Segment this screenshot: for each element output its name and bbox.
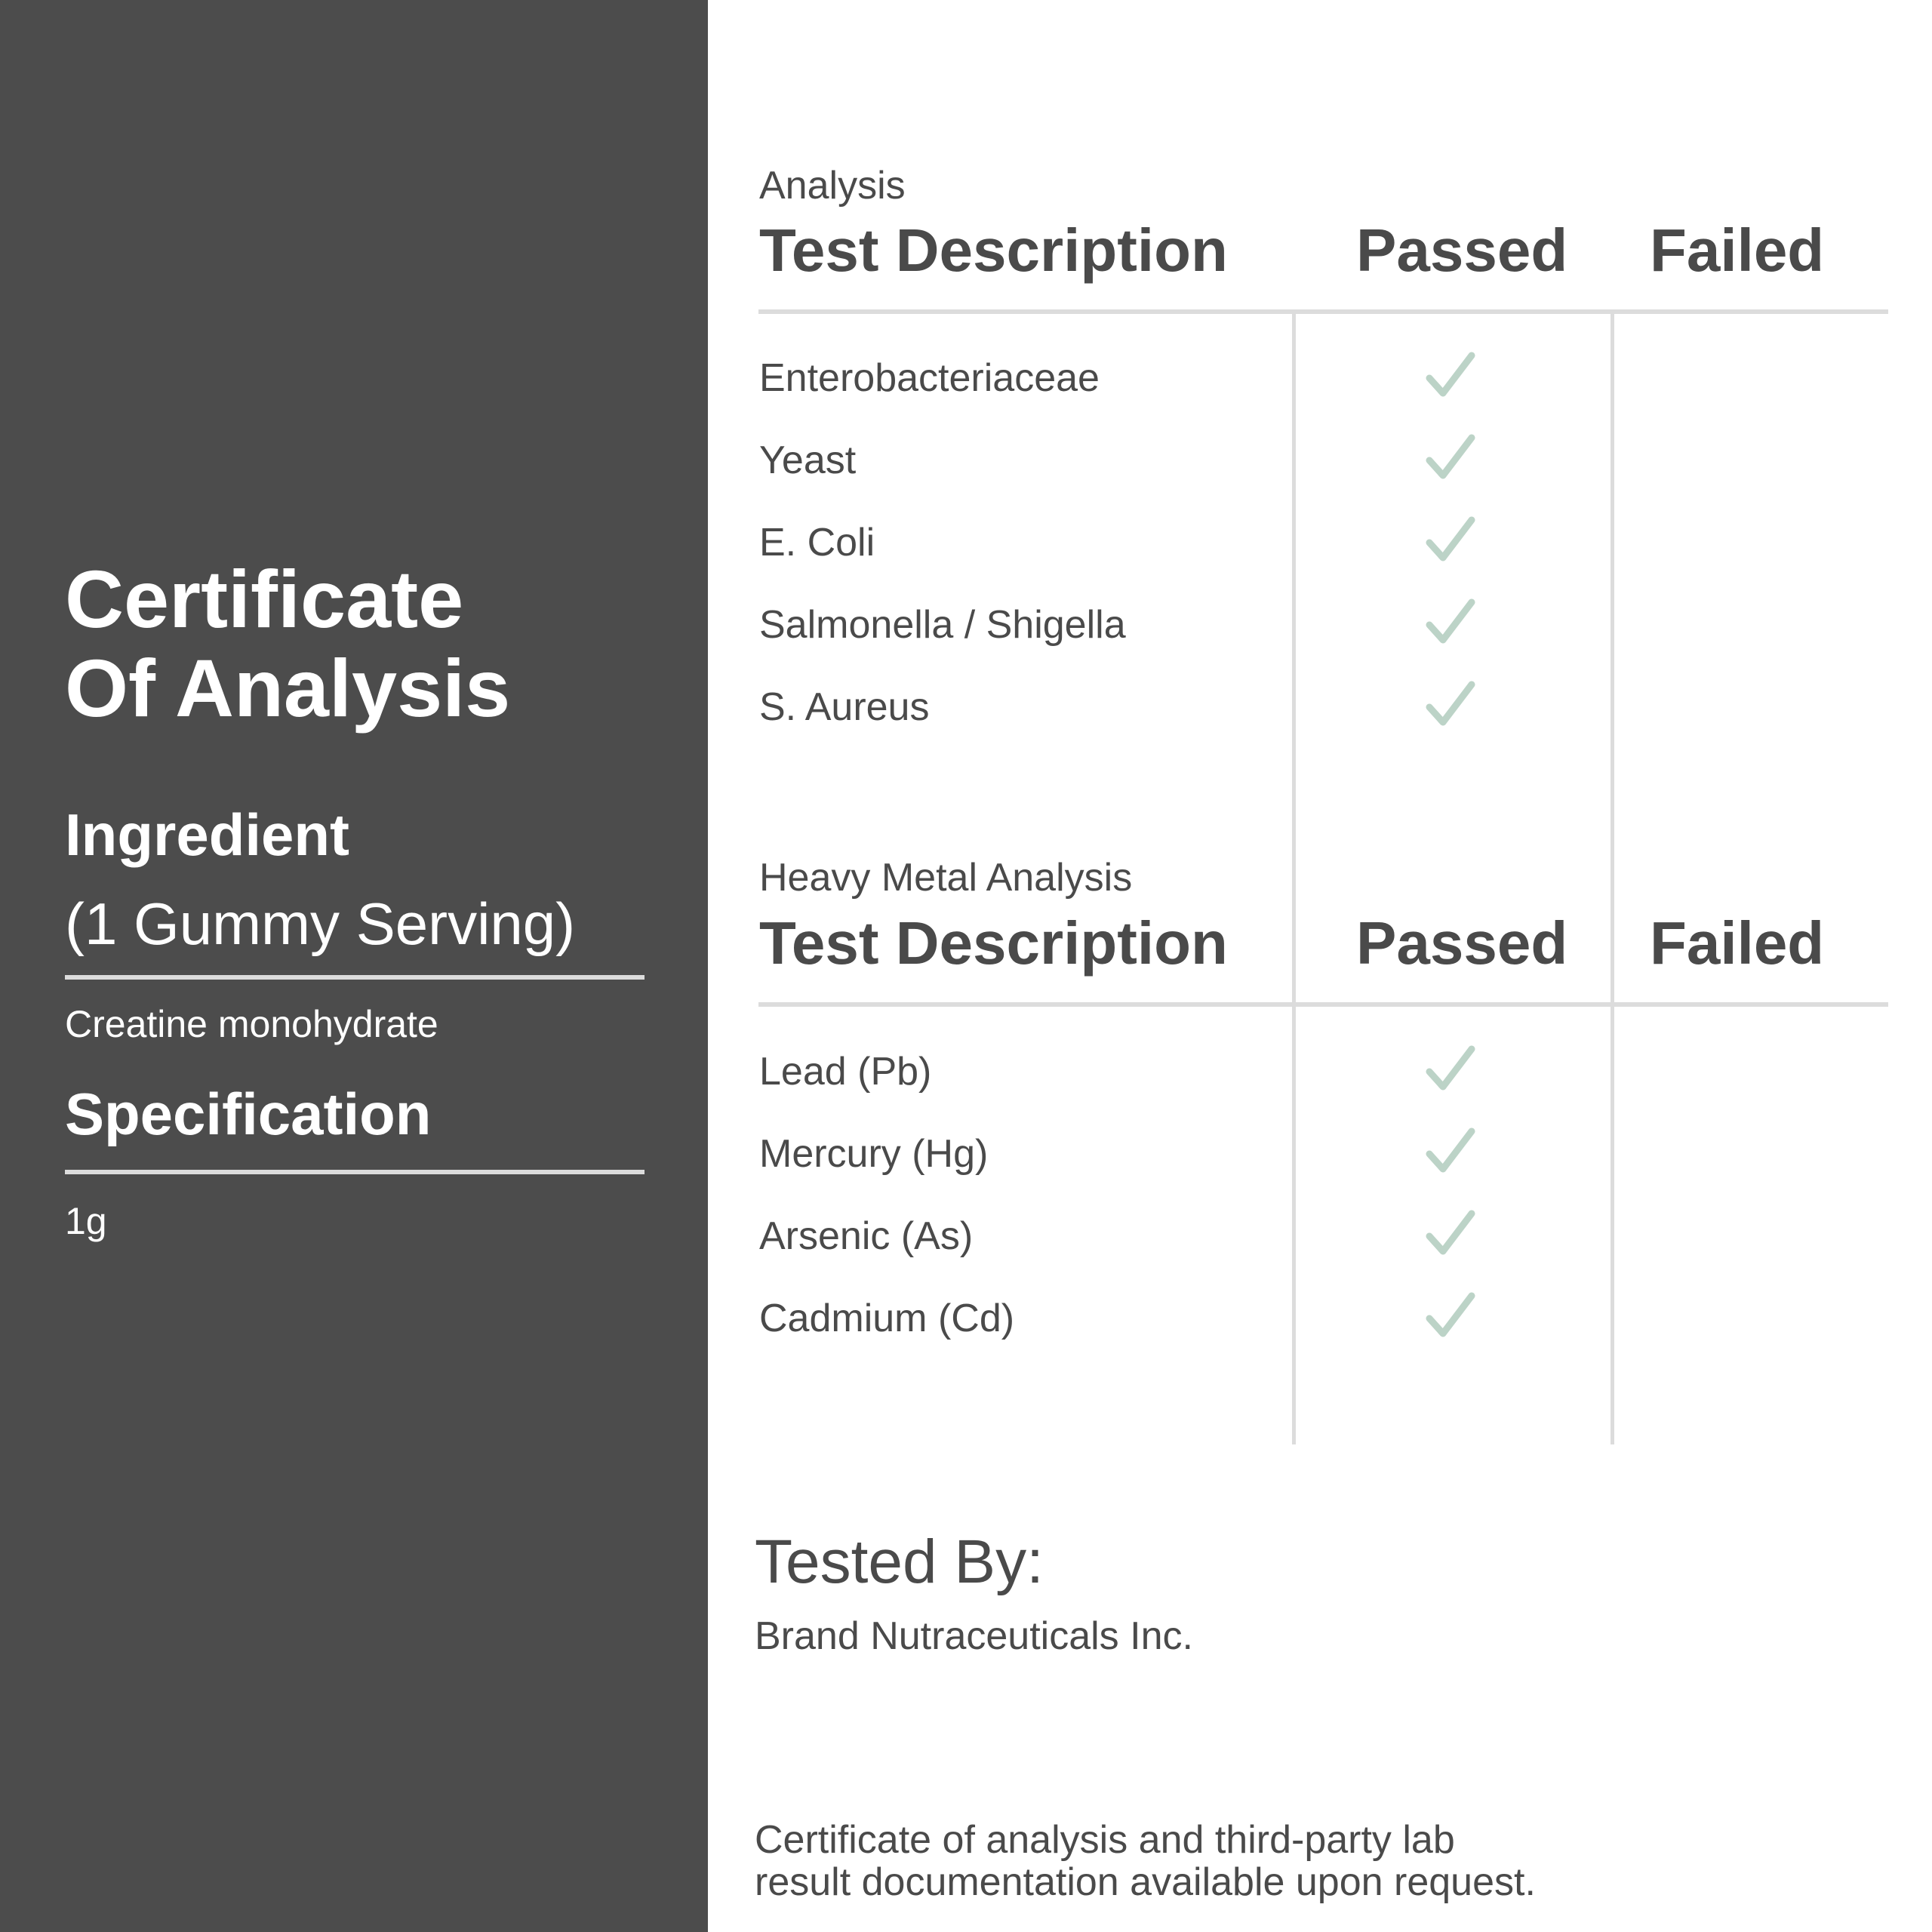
analysis-header-test-description: Test Description	[759, 217, 1228, 284]
checkmark-icon	[1425, 1291, 1476, 1343]
heavy-metal-header-passed: Passed	[1356, 909, 1568, 977]
ingredient-value: Creatine monohydrate	[65, 1003, 438, 1045]
heavy-metal-header-failed: Failed	[1650, 909, 1825, 977]
analysis-failed-column-divider	[1611, 312, 1614, 690]
checkmark-icon	[1425, 1044, 1476, 1096]
analysis-row	[759, 595, 1884, 655]
checkmark-icon	[1425, 515, 1476, 567]
analysis-row	[759, 430, 1884, 491]
analysis-passed-column-divider	[1292, 312, 1296, 690]
heavy-metal-header-test-description: Test Description	[759, 909, 1228, 977]
checkmark-icon	[1425, 680, 1476, 731]
heavy-metal-row	[759, 1288, 1884, 1349]
checkmark-icon	[1425, 351, 1476, 402]
analysis-row	[759, 348, 1884, 408]
footnote-line2: result documentation available upon request.	[755, 1860, 1536, 1904]
analysis-header-failed: Failed	[1650, 217, 1825, 284]
heavy-metal-failed-column-divider	[1611, 690, 1614, 1444]
footnote-line1: Certificate of analysis and third-party lab	[755, 1818, 1455, 1862]
ingredient-heading: Ingredient	[65, 801, 350, 868]
analysis-row	[759, 677, 1884, 737]
analysis-row-label: Enterobacteriaceae	[759, 356, 1100, 400]
certificate-title-line1: Certificate	[65, 553, 464, 645]
heavy-metal-section-label: Heavy Metal Analysis	[759, 856, 1133, 900]
heavy-metal-header-rule	[758, 1002, 1888, 1007]
heavy-metal-row-label: Mercury (Hg)	[759, 1132, 989, 1176]
analysis-row	[759, 512, 1884, 573]
checkmark-icon	[1425, 433, 1476, 485]
analysis-row-label: E. Coli	[759, 521, 875, 565]
heavy-metal-row-label: Lead (Pb)	[759, 1050, 932, 1094]
certificate-title-line2: Of Analysis	[65, 642, 511, 734]
heavy-metal-row	[759, 1041, 1884, 1102]
ingredient-divider	[65, 975, 645, 980]
analysis-header-rule	[758, 309, 1888, 314]
analysis-row-label: S. Aureus	[759, 685, 930, 729]
ingredient-subheading: (1 Gummy Serving)	[65, 891, 576, 957]
specification-divider	[65, 1170, 645, 1174]
heavy-metal-row-label: Cadmium (Cd)	[759, 1297, 1015, 1340]
analysis-section-label: Analysis	[759, 164, 906, 208]
sidebar-panel	[0, 0, 708, 1932]
checkmark-icon	[1425, 1127, 1476, 1178]
tested-by-value: Brand Nutraceuticals Inc.	[755, 1614, 1193, 1658]
analysis-row-label: Yeast	[759, 438, 857, 482]
footnote	[755, 1819, 1736, 1903]
analysis-row-label: Salmonella / Shigella	[759, 603, 1126, 647]
analysis-header-passed: Passed	[1356, 217, 1568, 284]
heavy-metal-row-label: Arsenic (As)	[759, 1214, 974, 1258]
heavy-metal-row	[759, 1206, 1884, 1266]
heavy-metal-passed-column-divider	[1292, 690, 1296, 1444]
checkmark-icon	[1425, 1209, 1476, 1260]
tested-by-heading: Tested By:	[755, 1527, 1044, 1596]
specification-value: 1g	[65, 1200, 107, 1242]
certificate-title	[65, 555, 510, 733]
heavy-metal-row	[759, 1124, 1884, 1184]
specification-heading: Specification	[65, 1081, 432, 1147]
checkmark-icon	[1425, 598, 1476, 649]
